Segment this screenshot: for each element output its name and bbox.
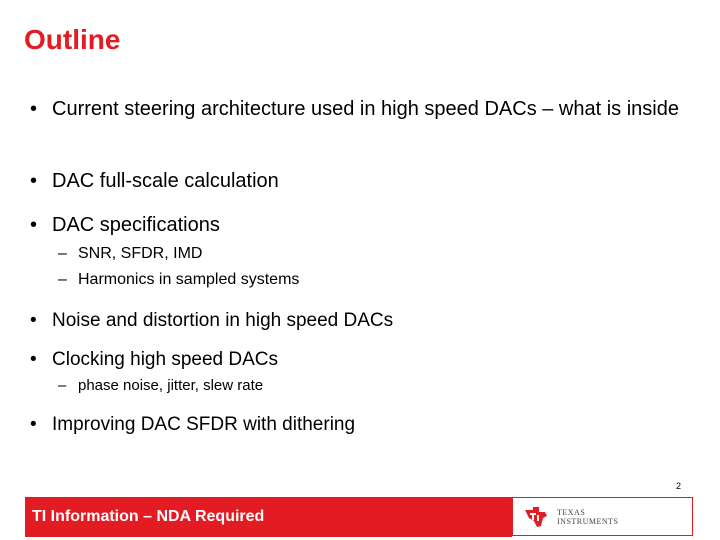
bullet-text: DAC specifications	[52, 214, 220, 236]
sub-bullet-item	[58, 270, 299, 290]
slide-title: Outline	[24, 24, 121, 55]
bullet-item	[30, 212, 682, 238]
sub-bullet-text: phase noise, jitter, slew rate	[78, 377, 264, 394]
bullet-dot: •	[30, 349, 37, 370]
footer-bar	[25, 497, 512, 537]
bullet-text: Improving DAC SFDR with dithering	[52, 414, 356, 435]
bullet-text: Current steering architecture used in high speed DACs – what is inside	[52, 98, 679, 120]
footer-label: TI Information – NDA Required	[32, 508, 265, 525]
bullet-dot: •	[30, 214, 38, 236]
texas-instruments-logo-icon	[523, 506, 551, 533]
bullet-item	[30, 96, 682, 122]
bullet-dot: •	[30, 170, 38, 192]
bullet-item	[30, 168, 682, 194]
bullet-dot: •	[30, 98, 38, 120]
logo-line-2: INSTRUMENTS	[557, 517, 619, 526]
bullet-text: DAC full-scale calculation	[52, 170, 279, 192]
sub-bullet-text: Harmonics in sampled systems	[78, 271, 300, 288]
sub-bullet-item	[58, 377, 263, 395]
bullet-item	[30, 308, 682, 334]
logo-line-1: TEXAS	[557, 508, 586, 517]
sub-bullet-dash: –	[58, 271, 67, 288]
bullet-text: Noise and distortion in high speed DACs	[52, 310, 394, 331]
sub-bullet-dash: –	[58, 377, 67, 394]
sub-bullet-item	[58, 244, 202, 264]
bullet-dot: •	[30, 310, 37, 331]
footer-logo-box	[512, 497, 693, 536]
bullet-item	[30, 347, 682, 373]
logo-wordmark	[557, 508, 619, 526]
bullet-text: Clocking high speed DACs	[52, 349, 279, 370]
page-number: 2	[676, 481, 682, 491]
sub-bullet-text: SNR, SFDR, IMD	[78, 245, 203, 262]
bullet-dot: •	[30, 414, 37, 435]
sub-bullet-dash: –	[58, 245, 67, 262]
bullet-item	[30, 412, 682, 438]
